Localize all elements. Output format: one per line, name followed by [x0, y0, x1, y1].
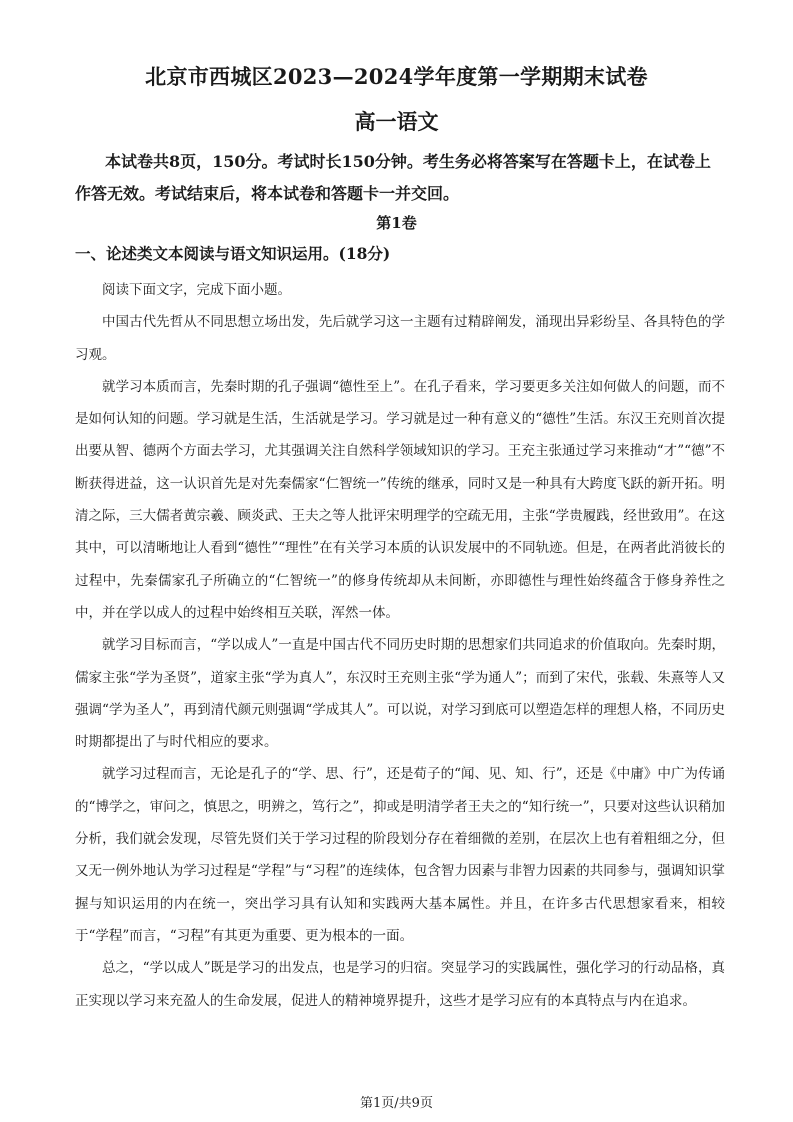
passage-paragraph: 总之，“学以成人”既是学习的出发点，也是学习的归宿。突显学习的实践属性，强化学习的行动品格，真正实现以学习来充盈人的生命发展，促进人的精神境界提升，这些才是学习应有的本真特点与内在追求。 — [75, 960, 725, 1009]
passage-paragraph: 中国古代先哲从不同思想立场出发，先后就学习这一主题有过精辟阐发，涌现出异彩纷呈、各具特色的学习观。 — [75, 314, 725, 363]
exam-subject: 高一语文 — [354, 109, 439, 134]
passage-paragraph: 就学习本质而言，先秦时期的孔子强调“德性至上”。在孔子看来，学习要更多关注如何做人的问题，而不是如何认知的问题。学习就是生活，生活就是学习。学习就是过一种有意义的“德性”生活。东汉王充则首次提出要从智、德两个方面去学习，尤其强调关注自然科学领域知识的学习。王充主张通过学习来推动“才”“德”不断获得进益，这一认识首先是对先秦儒家“仁智统一”传统的继承，同时又是一种具有大跨度飞跃的新开拓。明清之际，三大儒者黄宗羲、顾炎武、王夫之等人批评宋明理学的空疏无用，主张“学贵履践，经世致用”。在这其中，可以清晰地让人看到“德性”“理性”在有关学习本质的认识发展中的不同轨迹。但是，在两者此消彼长的过程中，先秦儒家孔子所确立的“仁智统一”的修身传统却从未间断，亦即德性与理性始终蕴含于修身养性之中，并在学以成人的过程中始终相互关联，浑然一体。 — [75, 378, 725, 621]
passage-paragraph: 阅读下面文字，完成下面小题。 — [102, 282, 291, 298]
passage-paragraph: 就学习目标而言，“学以成人”一直是中国古代不同历史时期的思想家们共同追求的价值取向。先秦时期，儒家主张“学为圣贤”，道家主张“学为真人”，东汉时王充则主张“学为通人”；而到了宋代，张载、朱熹等人又强调“学为圣人”，再到清代颜元则强调“学成其人”。可以说，对学习到底可以塑造怎样的理想人格，不同历史时期都提出了与时代相应的要求。 — [75, 637, 725, 751]
page-number: 第1页/共9页 — [360, 1096, 433, 1111]
section-heading: 一、论述类文本阅读与语文知识运用。(18分) — [75, 244, 391, 263]
passage-paragraph: 就学习过程而言，无论是孔子的“学、思、行”，还是荀子的“闻、见、知、行”，还是《中庸》中广为传诵的“博学之，审问之，慎思之，明辨之，笃行之”，抑或是明清学者王夫之的“知行统一”，只要对这些认识稍加分析，我们就会发现，尽管先贤们关于学习过程的阶段划分存在着细微的差别，在层次上也有着粗细之分，但又无一例外地认为学习过程是“学程”与“习程”的连续体，包含智力因素与非智力因素的共同参与，强调知识掌握与知识运用的内在统一，突出学习具有认知和实践两大基本属性。并且，在许多古代思想家看来，相较于“学程”而言，“习程”有其更为重要、更为根本的一面。 — [75, 766, 725, 944]
exam-title: 北京市西城区2023—2024学年度第一学期期末试卷 — [145, 64, 648, 89]
exam-notice: 本试卷共8页，150分。考试时长150分钟。考生务必将答案写在答题卡上，在试卷上作答无效。考试结束后，将本试卷和答题卡一并交回。 — [75, 152, 711, 203]
reading-passage — [75, 274, 725, 1017]
volume-label: 第1卷 — [376, 214, 417, 232]
